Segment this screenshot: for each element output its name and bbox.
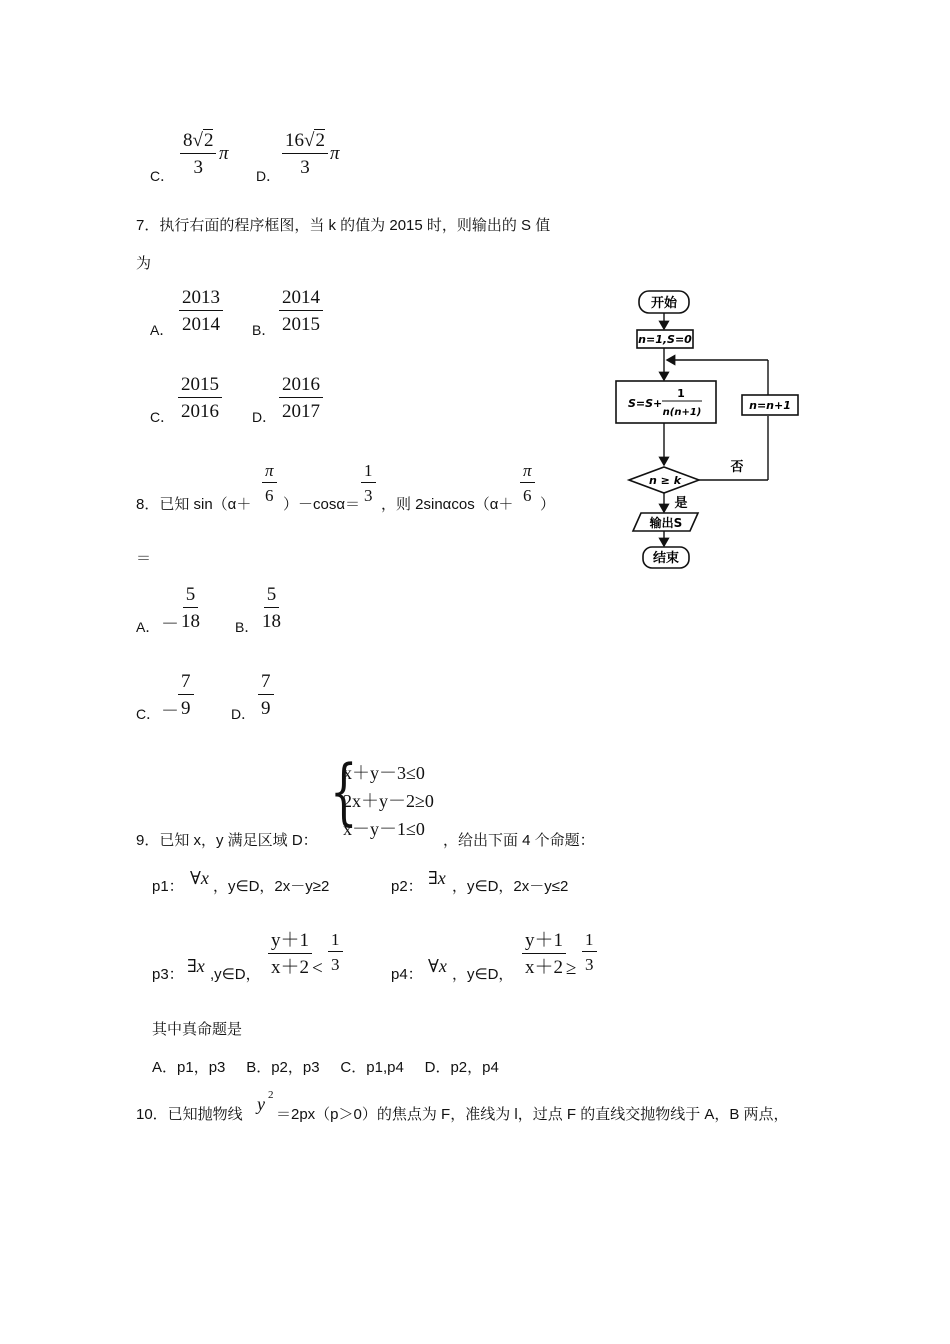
q8-mid2: ，则 2sinαcos（α＋ bbox=[381, 496, 514, 513]
q9-p4-relation: ≥ bbox=[566, 958, 577, 979]
q7-question-line1: 7．执行右面的程序框图，当 k 的值为 2015 时，则输出的 S 值 bbox=[136, 217, 551, 234]
q9-suffix: ，给出下面 4 个命题： bbox=[443, 832, 595, 849]
q8-pi-over-6-a: $\frac{\pi}{6}$ bbox=[262, 462, 277, 504]
q7-option-c-label: C． bbox=[150, 409, 175, 425]
q9-system-line1: x＋y－3≤0 bbox=[343, 763, 425, 783]
q7-option-a-label: A． bbox=[150, 322, 174, 338]
q9-p3-body: ,y∈D， bbox=[210, 966, 261, 983]
q10-prefix: 10．已知抛物线 bbox=[136, 1106, 243, 1123]
q10-y-symbol: y bbox=[257, 1094, 265, 1114]
flowchart-end-text: 结束 bbox=[652, 551, 680, 566]
q8-pi-over-6-b: $\frac{\pi}{6}$ bbox=[520, 462, 535, 504]
q9-system-line2: 2x＋y－2≥0 bbox=[343, 791, 434, 811]
q9-p3-quantifier: ∃x bbox=[187, 956, 205, 976]
q9-p4-label: p4： bbox=[391, 966, 423, 983]
q8-option-a-label: A． bbox=[136, 619, 160, 635]
q6-option-c-fraction: $\frac{8√2}{3}$ bbox=[180, 131, 216, 177]
flowchart-yes-label: 是 bbox=[674, 496, 688, 511]
q9-p3-one-third: $\frac{1}{3}$ bbox=[328, 931, 343, 973]
q8-option-d-label: D． bbox=[231, 706, 256, 722]
q9-system-line3: x－y－1≤0 bbox=[343, 819, 425, 839]
flowchart-increment-text: n=n+1 bbox=[749, 399, 791, 412]
q6-option-d-label: D． bbox=[256, 168, 281, 184]
q6-option-d-fraction: $\frac{16√2}{3}$ bbox=[282, 131, 328, 177]
q7-question-line2: 为 bbox=[136, 255, 152, 272]
q8-option-b-fraction: $\frac{5}{18}$ bbox=[262, 584, 281, 632]
q7-option-c-fraction: $\frac{2015}{2016}$ bbox=[178, 375, 222, 421]
flowchart-no-label: 否 bbox=[730, 460, 744, 475]
q9-p4-body: ，y∈D， bbox=[452, 966, 514, 983]
q9-p1-quantifier: ∀x bbox=[190, 868, 209, 888]
q9-system-brace: { bbox=[330, 749, 358, 833]
q7-option-a-fraction: $\frac{2013}{2014}$ bbox=[179, 288, 223, 334]
q8-option-a-fraction: $\frac{5}{18}$ bbox=[181, 584, 200, 632]
flowchart-process-den: n(n+1) bbox=[662, 407, 702, 418]
q7-option-b-fraction: $\frac{2014}{2015}$ bbox=[279, 288, 323, 334]
q10-exponent: 2 bbox=[268, 1089, 274, 1101]
q9-p4-one-third: $\frac{1}{3}$ bbox=[582, 931, 597, 973]
q9-prefix: 9．已知 x，y 满足区域 D： bbox=[136, 832, 318, 849]
q9-p1-body: ，y∈D，2x－y≥2 bbox=[213, 878, 330, 895]
q9-p3-label: p3： bbox=[152, 966, 184, 983]
q7-option-d-label: D． bbox=[252, 409, 277, 425]
q9-p3-relation: < bbox=[312, 958, 323, 979]
q8-equals: ＝ bbox=[136, 550, 152, 567]
flowchart-start-text: 开始 bbox=[650, 296, 678, 311]
q8-one-third: $\frac{1}{3}$ bbox=[361, 462, 376, 504]
flowchart-output-text: 输出S bbox=[649, 516, 683, 530]
flowchart-decision-text: n ≥ k bbox=[648, 474, 682, 487]
q8-option-c-sign: － bbox=[161, 701, 179, 721]
q9-answer-options: A．p1，p3 B．p2，p3 C．p1,p4 D．p2，p4 bbox=[152, 1059, 499, 1076]
q9-p1-label: p1： bbox=[152, 878, 184, 895]
q6-option-c-pi: π bbox=[219, 143, 229, 164]
q8-option-c-label: C． bbox=[136, 706, 161, 722]
q8-prefix: 8．已知 sin（α＋ bbox=[136, 496, 252, 513]
q8-option-d-fraction: $\frac{7}{9}$ bbox=[258, 672, 274, 718]
q8-mid: ）－cosα＝ bbox=[283, 496, 361, 513]
q6-option-c-label: C． bbox=[150, 168, 175, 184]
q9-p3-fraction: $\frac{y+1}{x+2}$ bbox=[268, 931, 312, 977]
q9-true-line: 其中真命题是 bbox=[152, 1021, 243, 1038]
flowchart-init-text: n=1,S=0 bbox=[638, 333, 692, 346]
q8-suffix: ） bbox=[540, 496, 556, 513]
q9-p2-quantifier: ∃x bbox=[428, 868, 446, 888]
q7-option-b-label: B． bbox=[252, 322, 276, 338]
flowchart-process-num: 1 bbox=[677, 387, 685, 400]
flowchart-process-left: S=S+ bbox=[628, 397, 663, 410]
q6-option-d-pi: π bbox=[330, 143, 340, 164]
q7-option-d-fraction: $\frac{2016}{2017}$ bbox=[279, 375, 323, 421]
q8-option-a-sign: － bbox=[161, 614, 179, 634]
q9-p4-quantifier: ∀x bbox=[428, 956, 447, 976]
q9-p2-label: p2： bbox=[391, 878, 423, 895]
q8-option-c-fraction: $\frac{7}{9}$ bbox=[178, 672, 194, 718]
q9-p2-body: ，y∈D，2x－y≤2 bbox=[452, 878, 569, 895]
q8-option-b-label: B． bbox=[235, 619, 259, 635]
q9-p4-fraction: $\frac{y+1}{x+2}$ bbox=[522, 931, 566, 977]
q10-suffix: ＝2px（p＞0）的焦点为 F，准线为 l，过点 F 的直线交抛物线于 A，B 两点， bbox=[276, 1106, 789, 1123]
flowchart-diagram bbox=[610, 285, 810, 575]
